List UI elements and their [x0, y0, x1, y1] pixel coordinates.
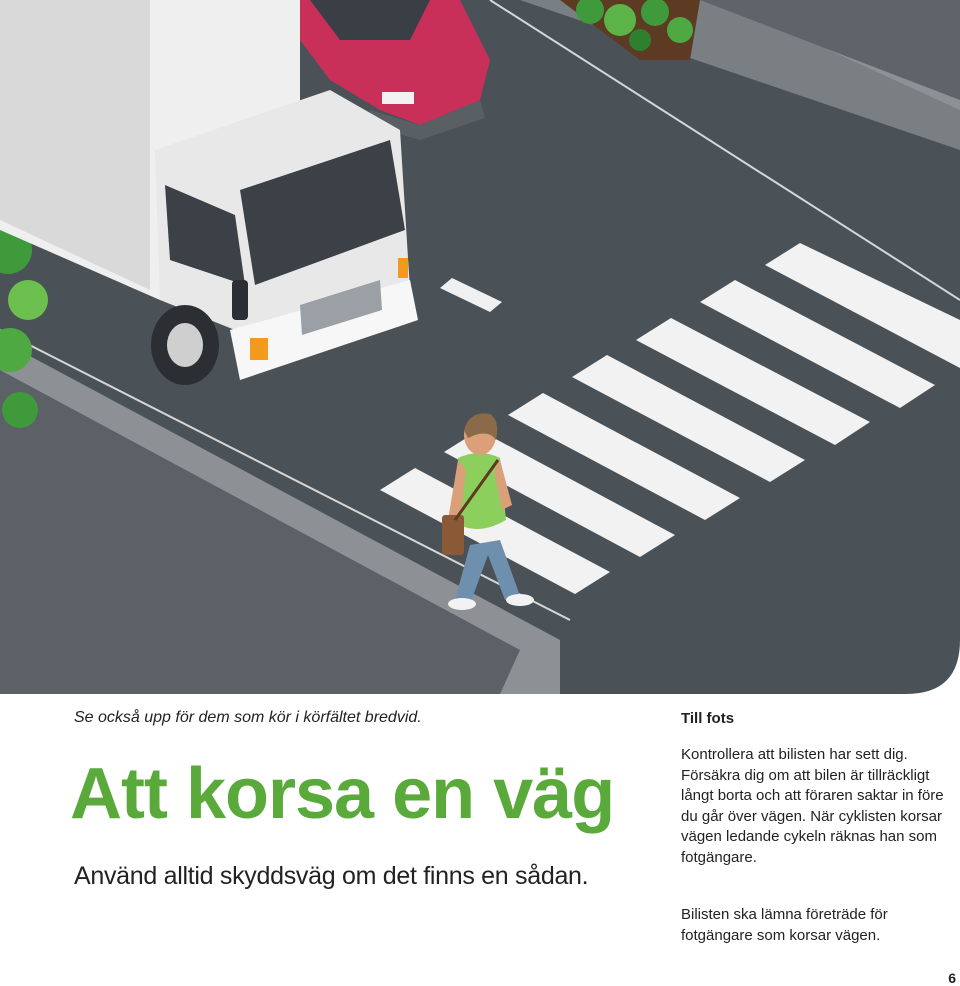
section-paragraph-1: Kontrollera att bilisten har sett dig. Försäkra dig om att bilen är tillräckligt långt borta och att föraren saktar in före du går över vägen. När cyklisten korsar vägen ledande cykeln räknas han som fotgängare. — [681, 746, 944, 866]
section-heading: Till fots — [681, 710, 735, 727]
page-title: Att korsa en väg — [70, 754, 615, 834]
section-paragraph-2: Bilisten ska lämna företräde för fotgängare som korsar vägen. — [681, 906, 888, 944]
page-number: 6 — [948, 970, 956, 986]
page-subtitle: Använd alltid skyddsväg om det finns en sådan. — [74, 862, 589, 890]
side-note: Se också upp för dem som kör i körfältet bredvid. — [74, 709, 422, 726]
